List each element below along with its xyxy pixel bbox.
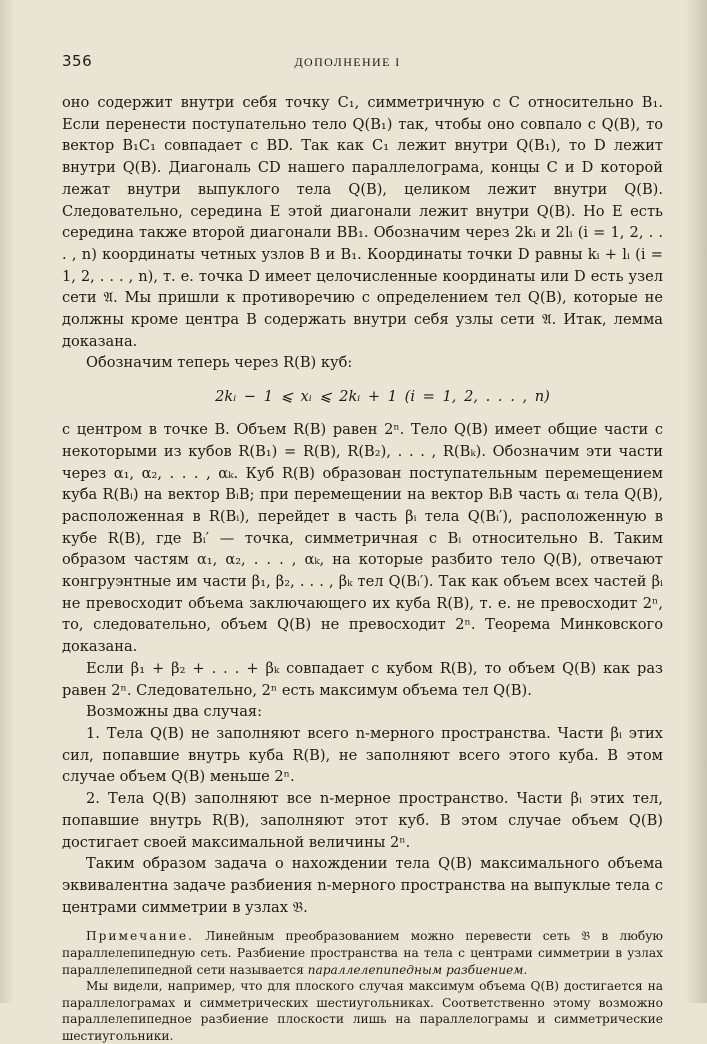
main-text (62, 92, 663, 918)
note-label: Примечание. (86, 929, 194, 944)
paragraph-conclusion: Таким образом задача о нахождении тела Q(B) максимального объема эквивалентна задаче разбиения n-мерного пространства на выпуклые тела с центрами симметрии в узлах 𝔅. (62, 855, 663, 916)
note-paragraph-1 (62, 928, 663, 978)
paragraph-minkowski-proof: с центром в точке B. Объем R(B) равен 2ⁿ. Тело Q(B) имеет общие части с некоторыми из кубов R(B₁) = R(B), R(B₂), . . . , R(Bₖ). Обозначим эти части через α₁, α₂, . . . , αₖ. Куб R(B) образован поступательным перемещением куба R(Bᵢ) на вектор BᵢB; при перемещении на вектор BᵢB часть αᵢ тела Q(B), расположенная в R(Bᵢ), перейдет в часть βᵢ тела Q(Bᵢ′), расположенную в кубе R(B), где Bᵢ′ — точка, симметричная с Bᵢ относительно B. Таким образом частям α₁, α₂, . . . , αₖ, на которые разбито тело Q(B), отвечают конгруэнтные им части β₁, β₂, . . . , βₖ тел Q(Bᵢ′). Так как объем всех частей βᵢ не превосходит объема заключающего их куба R(B), т. е. не превосходит 2ⁿ, то, следовательно, объем Q(B) не превосходит 2ⁿ. Теорема Минковского доказана. (62, 421, 663, 656)
page-number: 356 (62, 52, 93, 70)
page-edge-shadow (685, 0, 707, 1003)
paragraph-lemma-proof: оно содержит внутри себя точку C₁, симметричную с C относительно B₁. Если перенести поступательно тело Q(B₁) так, чтобы оно совпало с Q(B), то вектор B₁C₁ совпадает с BD. Так как C₁ лежит внутри Q(B₁), то D лежит внутри Q(B). Диагональ CD нашего параллелограма, концы C и D которой лежат внутри выпуклого тела Q(B), целиком лежит внутри Q(B). Следовательно, середина E этой диагонали лежит внутри Q(B). Но E есть середина также второй диагонали BB₁. Обозначим через 2kᵢ и 2lᵢ (i = 1, 2, . . . , n) координаты четных узлов B и B₁. Координаты точки D равны kᵢ + lᵢ (i = 1, 2, . . . , n), т. е. точка D имеет целочисленные координаты или D есть узел сети 𝔄. Мы пришли к противоречию с определением тел Q(B), которые не должны кроме центра B содержать внутри себя узлы сети 𝔄. Итак, лемма доказана. (62, 94, 663, 350)
paragraph-cube-intro: Обозначим теперь через R(B) куб: (86, 354, 353, 372)
note-paragraph-2: Мы видели, например, что для плоского случая максимум объема Q(B) достигается на параллелограмах и симметрических шестиугольниках. Соответственно этому возможно параллелепипедное разбиение плоскости лишь на параллелограмы и симметрические шестиугольники. (62, 979, 663, 1043)
running-head: ДОПОЛНЕНИЕ I (294, 55, 401, 69)
footnote-remark (62, 928, 663, 1044)
cube-formula: 2kᵢ − 1 ⩽ xᵢ ⩽ 2kᵢ + 1 (i = 1, 2, . . . , n) (215, 388, 550, 406)
paragraph-maximum-volume: Если β₁ + β₂ + . . . + βₖ совпадает с кубом R(B), то объем Q(B) как раз равен 2ⁿ. Следовательно, 2ⁿ есть максимум объема тел Q(B). (62, 659, 663, 699)
note-text: Линейным преобразованием можно перевести сеть 𝔅 в любую параллелепипедную сеть. Разбиение пространства на тела с центрами симметрии в узлах параллелепипедной сети называется (62, 929, 663, 977)
paragraph-two-cases: Возможны два случая: (86, 703, 263, 721)
page-header (62, 52, 663, 92)
paragraph-case-2: 2. Тела Q(B) заполняют все n-мерное пространство. Части βᵢ этих тел, попавшие внутрь R(B), заполняют этот куб. В этом случае объем Q(B) достигает своей максимальной величины 2ⁿ. (62, 790, 663, 851)
paragraph-case-1: 1. Тела Q(B) не заполняют всего n-мерного пространства. Части βᵢ этих сил, попавшие внутрь куба R(B), не заполняют всего этого куба. В этом случае объем Q(B) меньше 2ⁿ. (62, 724, 663, 786)
page-gutter-shadow (0, 0, 14, 1003)
note-term: параллелепипедным разбиением. (307, 962, 528, 977)
